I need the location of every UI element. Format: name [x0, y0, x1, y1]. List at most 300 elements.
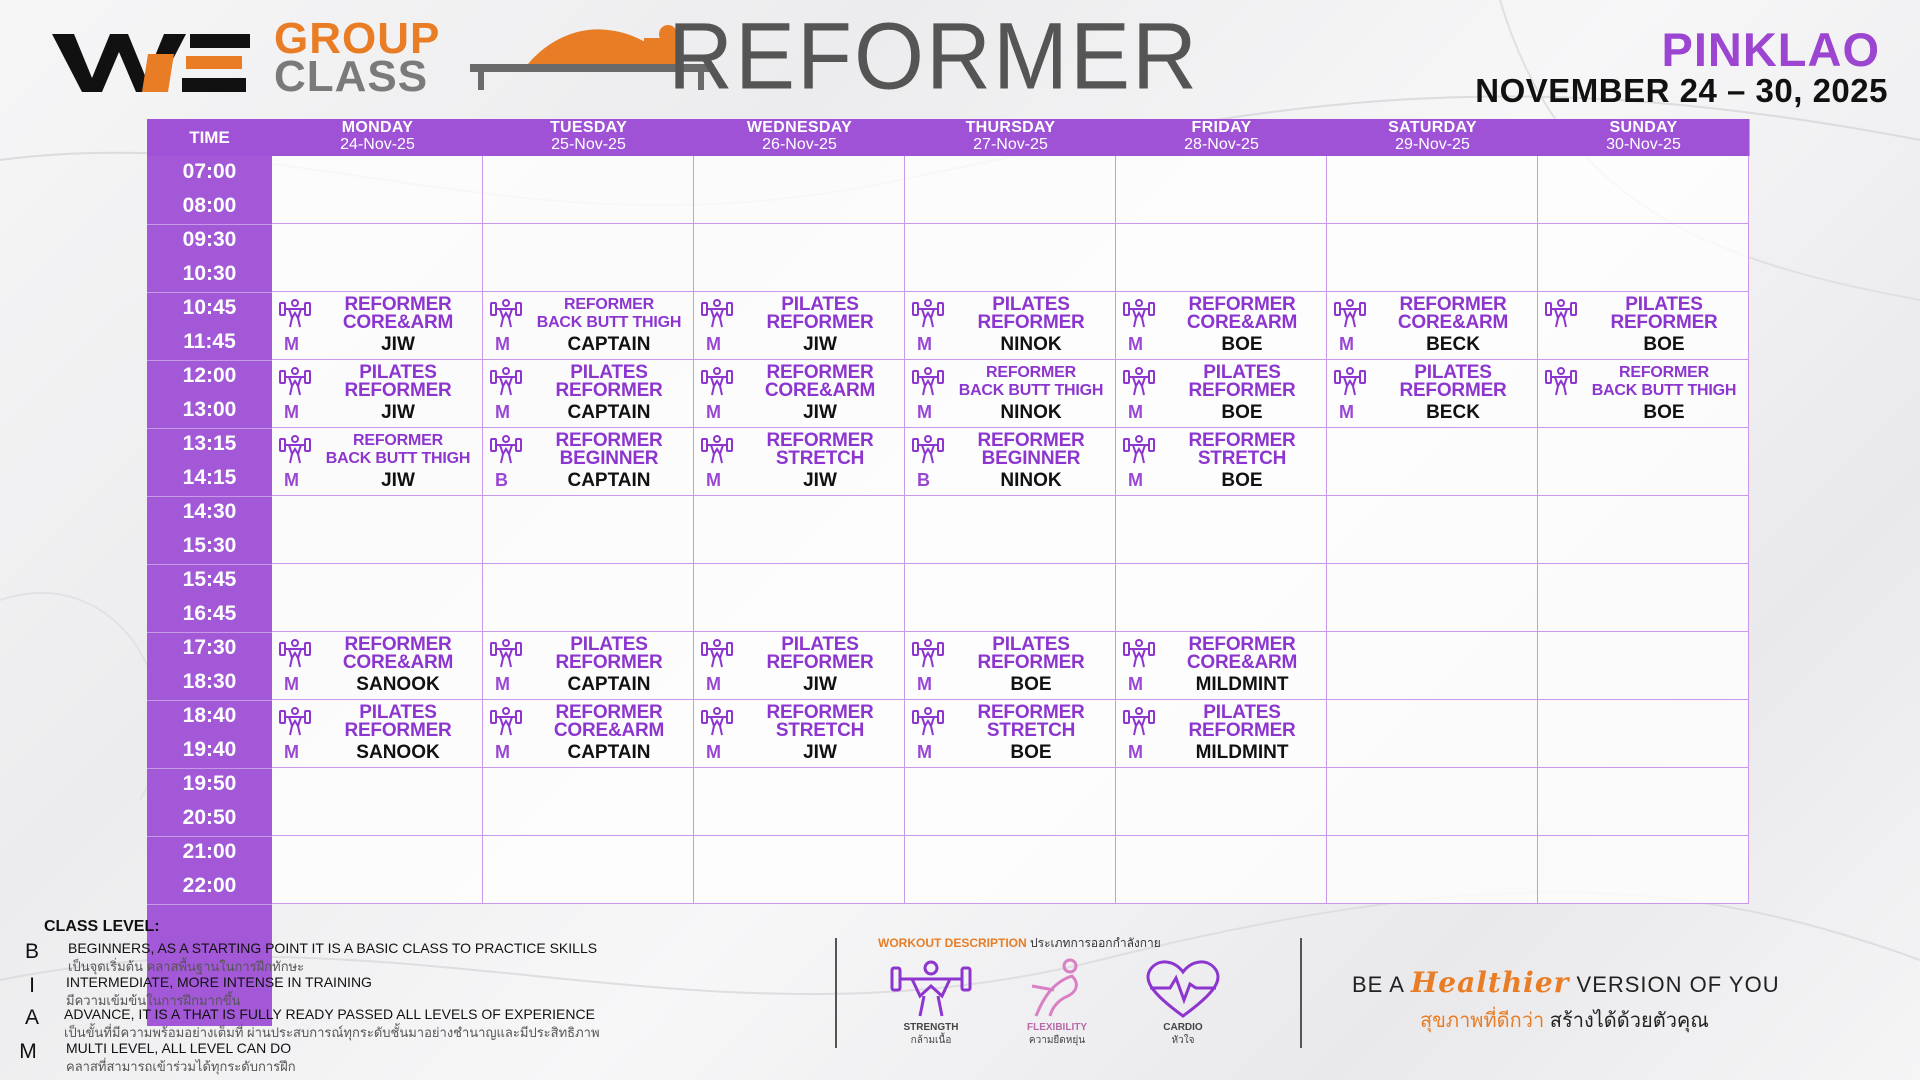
strength-icon: [912, 638, 944, 668]
level-th: มีความเข้มข้นในการฝึกมากขึ้น: [66, 993, 241, 1008]
schedule-cell: [272, 156, 483, 224]
schedule-cell: [905, 768, 1116, 836]
day-name: FRIDAY: [1191, 119, 1252, 136]
slogan-highlight: Healthier: [1410, 966, 1570, 999]
flexibility-label: FLEXIBILITY: [1027, 1022, 1087, 1033]
slot-start: 19:50: [182, 772, 237, 795]
schedule-cell: [1538, 428, 1749, 496]
cardio-item: [1138, 956, 1228, 1048]
coach-name: JIW: [803, 742, 837, 763]
class-level-badge: M: [284, 334, 299, 354]
slogan: [1352, 966, 1780, 999]
class-cell: [272, 428, 483, 496]
class-name-line2: CORE&ARM: [553, 720, 665, 741]
schedule-cell: [272, 224, 483, 292]
class-name-line2: STRETCH: [775, 448, 865, 469]
schedule-cell: [1538, 700, 1749, 768]
class-name-line1: REFORMER: [1188, 634, 1296, 655]
day-name: TUESDAY: [549, 119, 628, 136]
class-cell: [272, 360, 483, 428]
coach-name: SANOOK: [356, 742, 440, 763]
class-name-line2: CORE&ARM: [764, 380, 876, 401]
slot-end: 10:30: [182, 262, 237, 285]
class-name-line1: REFORMER: [766, 430, 874, 451]
coach-name: JIW: [381, 334, 415, 355]
schedule-cell: [1327, 700, 1538, 768]
strength-icon: [279, 638, 311, 668]
schedule-cell: [1327, 428, 1538, 496]
day-date: 27-Nov-25: [973, 136, 1048, 153]
branch-name: PINKLAO: [1661, 23, 1880, 76]
class-name-line2: STRETCH: [1197, 448, 1287, 469]
day-date: 25-Nov-25: [551, 136, 626, 153]
class-cell: [1538, 292, 1749, 360]
schedule-cell: [1116, 768, 1327, 836]
class-cell: [483, 428, 694, 496]
schedule-cell: [1327, 156, 1538, 224]
day-name: THURSDAY: [965, 119, 1056, 136]
class-name-line1: REFORMER: [977, 702, 1085, 723]
schedule-cell: [483, 156, 694, 224]
strength-icon: [912, 298, 944, 328]
class-level-badge: B: [917, 470, 930, 490]
time-slot: [147, 156, 272, 225]
schedule-cell: [905, 564, 1116, 632]
schedule-cell: [694, 564, 905, 632]
schedule-cell: [1116, 156, 1327, 224]
strength-icon: [490, 434, 522, 464]
day-date: 26-Nov-25: [762, 136, 837, 153]
strength-icon: [279, 434, 311, 464]
class-cell: [1116, 428, 1327, 496]
schedule-cell: [905, 836, 1116, 904]
day-header: [905, 119, 1117, 156]
schedule-cell: [694, 496, 905, 564]
class-level-badge: M: [917, 742, 932, 762]
coach-name: BECK: [1426, 402, 1480, 423]
day-date: 28-Nov-25: [1184, 136, 1259, 153]
coach-name: CAPTAIN: [567, 402, 651, 423]
strength-icon: [490, 366, 522, 396]
class-level-badge: M: [284, 470, 299, 490]
coach-name: NINOK: [1000, 470, 1062, 491]
class-level-badge: M: [706, 674, 721, 694]
class-name-line2: CORE&ARM: [1186, 312, 1298, 333]
group-word: GROUP: [274, 14, 441, 63]
slot-end: 15:30: [182, 534, 237, 557]
class-name-line2: BEGINNER: [559, 448, 659, 469]
strength-icon: [490, 298, 522, 328]
time-slot: [147, 496, 272, 565]
class-level-title: CLASS LEVEL:: [44, 918, 160, 935]
class-name-line2: CORE&ARM: [1397, 312, 1509, 333]
level-en: ADVANCE, IT IS A THAT IS FULLY READY PASSED ALL LEVELS OF EXPERIENCE: [64, 1006, 595, 1022]
class-name-line1: REFORMER: [986, 364, 1076, 381]
class-cell: [1116, 360, 1327, 428]
schedule-cell: [1327, 836, 1538, 904]
schedule-cell: [483, 836, 694, 904]
coach-name: JIW: [803, 334, 837, 355]
class-name-line2: REFORMER: [555, 652, 663, 673]
class-cell: [1116, 700, 1327, 768]
time-slot: [147, 360, 272, 429]
class-name-line1: PILATES: [1203, 362, 1281, 383]
level-key: A: [24, 1006, 39, 1029]
class-name-line2: REFORMER: [1399, 380, 1507, 401]
schedule-cell: [1116, 496, 1327, 564]
strength-icon: [1123, 706, 1155, 736]
class-name-line2: CORE&ARM: [342, 312, 454, 333]
schedule-cell: [1327, 224, 1538, 292]
class-word: CLASS: [274, 52, 429, 101]
day-name: MONDAY: [341, 119, 414, 136]
class-level-badge: M: [1339, 334, 1354, 354]
class-name-line1: PILATES: [570, 634, 648, 655]
class-cell: [1538, 360, 1749, 428]
schedule-cell: [1327, 496, 1538, 564]
flexibility-label-th: ความยืดหยุ่น: [1028, 1035, 1086, 1046]
strength-icon: [490, 638, 522, 668]
strength-icon: [1123, 638, 1155, 668]
class-name-line2: CORE&ARM: [1186, 652, 1298, 673]
strength-icon: [888, 956, 974, 1020]
strength-label-th: กล้ามเนื้อ: [910, 1035, 952, 1046]
workout-title-th: ประเภทการออกกำลังกาย: [1030, 936, 1161, 950]
schedule-cell: [905, 156, 1116, 224]
group-class-title: [274, 14, 441, 101]
date-range: NOVEMBER 24 – 30, 2025: [1475, 72, 1888, 109]
class-name-line1: PILATES: [1203, 702, 1281, 723]
class-name-line1: REFORMER: [555, 430, 663, 451]
coach-name: JIW: [381, 470, 415, 491]
strength-icon: [1123, 366, 1155, 396]
slot-end: 11:45: [183, 330, 236, 353]
day-header: [272, 119, 484, 156]
day-header: [483, 119, 695, 156]
class-name-line1: REFORMER: [1188, 430, 1296, 451]
class-cell: [272, 632, 483, 700]
day-date: 29-Nov-25: [1395, 136, 1470, 153]
schedule-cell: [1538, 224, 1749, 292]
schedule-cell: [272, 768, 483, 836]
class-level-badge: M: [495, 674, 510, 694]
schedule-cell: [1116, 564, 1327, 632]
class-cell: [905, 360, 1116, 428]
strength-icon: [1334, 298, 1366, 328]
schedule-cell: [1538, 156, 1749, 224]
class-level-badge: M: [917, 402, 932, 422]
class-cell: [905, 700, 1116, 768]
class-level-badge: B: [495, 470, 508, 490]
coach-name: JIW: [803, 470, 837, 491]
strength-icon: [279, 706, 311, 736]
schedule-cell: [1116, 224, 1327, 292]
schedule-cell: [1538, 768, 1749, 836]
level-en: BEGINNERS, AS A STARTING POINT IT IS A BASIC CLASS TO PRACTICE SKILLS: [68, 940, 598, 956]
schedule-cell: [272, 564, 483, 632]
coach-name: BOE: [1221, 402, 1263, 423]
coach-name: BOE: [1010, 674, 1052, 695]
slot-end: 14:15: [182, 466, 237, 489]
flexibility-icon: [1014, 956, 1100, 1020]
divider: [1300, 938, 1302, 1048]
schedule-cell: [1538, 564, 1749, 632]
day-header: [1327, 119, 1539, 156]
class-name-line2: BACK BUTT THIGH: [325, 450, 471, 467]
class-name-line2: REFORMER: [555, 380, 663, 401]
strength-icon: [1545, 298, 1577, 328]
level-en: INTERMEDIATE, MORE INTENSE IN TRAINING: [66, 974, 372, 990]
coach-name: CAPTAIN: [567, 334, 651, 355]
strength-icon: [1334, 366, 1366, 396]
class-name-line2: REFORMER: [1188, 720, 1296, 741]
class-cell: [694, 632, 905, 700]
slot-start: 21:00: [182, 840, 237, 863]
class-name-line1: REFORMER: [1399, 294, 1507, 315]
slot-start: 07:00: [182, 160, 237, 183]
class-cell: [905, 428, 1116, 496]
class-name-line2: REFORMER: [1188, 380, 1296, 401]
class-name-line2: REFORMER: [1610, 312, 1718, 333]
level-th: เป็นขั้นที่มีความพร้อมอย่างเต็มที่ ผ่านประสบการณ์ทุกระดับชั้นมาอย่างชำนาญและมีประสิทธิภาพ: [64, 1025, 600, 1040]
class-name-line2: STRETCH: [775, 720, 865, 741]
reformer-title: REFORMER: [668, 4, 1199, 110]
coach-name: NINOK: [1000, 334, 1062, 355]
schedule-cell: [483, 496, 694, 564]
thai-slogan: [1420, 1004, 1709, 1036]
class-name-line1: REFORMER: [766, 702, 874, 723]
class-name-line2: STRETCH: [986, 720, 1076, 741]
class-name-line2: REFORMER: [344, 380, 452, 401]
coach-name: BOE: [1643, 334, 1685, 355]
schedule-cell: [272, 496, 483, 564]
time-slot: [147, 836, 272, 905]
day-date: 24-Nov-25: [340, 136, 415, 153]
schedule-cell: [1327, 564, 1538, 632]
strength-icon: [1545, 366, 1577, 396]
schedule-cell: [483, 564, 694, 632]
we-logo: [52, 26, 252, 96]
strength-icon: [279, 366, 311, 396]
slot-start: 09:30: [182, 228, 237, 251]
class-name-line2: BEGINNER: [981, 448, 1081, 469]
class-name-line1: REFORMER: [564, 296, 654, 313]
day-name: WEDNESDAY: [746, 119, 853, 136]
class-level-badge: M: [706, 334, 721, 354]
day-date: 30-Nov-25: [1606, 136, 1681, 153]
coach-name: JIW: [381, 402, 415, 423]
time-column: [147, 156, 272, 1026]
class-name-line1: REFORMER: [344, 294, 452, 315]
time-slot: [147, 768, 272, 837]
schedule-cell: [694, 836, 905, 904]
class-level-badge: M: [1128, 470, 1143, 490]
schedule-cell: [1538, 496, 1749, 564]
coach-name: JIW: [803, 402, 837, 423]
coach-name: MILDMINT: [1195, 674, 1289, 695]
class-level-badge: M: [1128, 674, 1143, 694]
slot-start: 17:30: [182, 636, 237, 659]
strength-item: [886, 956, 976, 1048]
class-cell: [1116, 632, 1327, 700]
class-name-line2: BACK BUTT THIGH: [1591, 382, 1737, 399]
class-cell: [905, 632, 1116, 700]
schedule-cell: [905, 496, 1116, 564]
day-name: SUNDAY: [1609, 119, 1678, 136]
coach-name: BOE: [1010, 742, 1052, 763]
time-slot: [147, 292, 272, 361]
slot-end: 16:45: [182, 602, 237, 625]
slot-start: 13:15: [182, 432, 237, 455]
class-cell: [1327, 292, 1538, 360]
class-name-line1: REFORMER: [1188, 294, 1296, 315]
flexibility-item: [1012, 956, 1102, 1048]
class-cell: [483, 632, 694, 700]
slogan-pre: BE A: [1352, 972, 1404, 997]
class-cell: [1327, 360, 1538, 428]
time-slot: [147, 428, 272, 497]
time-header: TIME: [147, 119, 273, 156]
slot-end: 19:40: [182, 738, 237, 761]
coach-name: JIW: [803, 674, 837, 695]
class-name-line1: PILATES: [1414, 362, 1492, 383]
slot-end: 20:50: [182, 806, 237, 829]
class-name-line2: BACK BUTT THIGH: [536, 314, 682, 331]
class-cell: [483, 292, 694, 360]
level-en: MULTI LEVEL, ALL LEVEL CAN DO: [66, 1040, 292, 1056]
day-header: [1116, 119, 1328, 156]
time-slot: [147, 224, 272, 293]
slogan-post: VERSION OF YOU: [1576, 972, 1780, 997]
class-level-badge: M: [495, 402, 510, 422]
coach-name: SANOOK: [356, 674, 440, 695]
class-cell: [694, 700, 905, 768]
class-name-line2: REFORMER: [766, 652, 874, 673]
coach-name: CAPTAIN: [567, 742, 651, 763]
class-name-line2: REFORMER: [977, 312, 1085, 333]
coach-name: BOE: [1643, 402, 1685, 423]
slot-start: 12:00: [182, 364, 237, 387]
class-level-badge: M: [917, 674, 932, 694]
class-level-badge: M: [1128, 742, 1143, 762]
time-slot: [147, 700, 272, 769]
coach-name: BECK: [1426, 334, 1480, 355]
time-slot: [147, 564, 272, 633]
schedule-cell: [483, 768, 694, 836]
class-name-line2: REFORMER: [344, 720, 452, 741]
workout-title: [878, 934, 1161, 953]
class-level-badge: M: [1128, 334, 1143, 354]
strength-icon: [912, 434, 944, 464]
class-level-badge: M: [706, 470, 721, 490]
schedule-cell: [1116, 836, 1327, 904]
class-cell: [694, 360, 905, 428]
class-name-line1: REFORMER: [766, 362, 874, 383]
class-cell: [905, 292, 1116, 360]
class-name-line2: REFORMER: [977, 652, 1085, 673]
class-level-badge: M: [1339, 402, 1354, 422]
strength-icon: [279, 298, 311, 328]
schedule-cell: [483, 224, 694, 292]
divider: [835, 938, 837, 1048]
class-level-badge: M: [706, 402, 721, 422]
class-level-badge: M: [917, 334, 932, 354]
schedule-cell: [272, 836, 483, 904]
class-name-line1: PILATES: [359, 362, 437, 383]
slot-start: 15:45: [182, 568, 237, 591]
slot-end: 22:00: [182, 874, 237, 897]
class-level-badge: M: [495, 334, 510, 354]
class-name-line2: BACK BUTT THIGH: [958, 382, 1104, 399]
slot-end: 18:30: [182, 670, 237, 693]
schedule-cell: [694, 768, 905, 836]
time-slot: [147, 632, 272, 701]
class-name-line1: REFORMER: [977, 430, 1085, 451]
class-cell: [483, 700, 694, 768]
coach-name: BOE: [1221, 470, 1263, 491]
schedule-cell: [905, 224, 1116, 292]
class-name-line1: PILATES: [781, 294, 859, 315]
class-cell: [483, 360, 694, 428]
strength-icon: [701, 298, 733, 328]
coach-name: NINOK: [1000, 402, 1062, 423]
schedule-cell: [1538, 836, 1749, 904]
class-name-line1: PILATES: [781, 634, 859, 655]
class-level-badge: M: [284, 402, 299, 422]
strength-label: STRENGTH: [903, 1022, 959, 1033]
class-cell: [694, 292, 905, 360]
level-th: เป็นจุดเริ่มต้น คลาสพื้นฐานในการฝึกทักษะ: [68, 959, 305, 974]
class-name-line1: PILATES: [992, 294, 1070, 315]
strength-icon: [701, 366, 733, 396]
class-name-line2: CORE&ARM: [342, 652, 454, 673]
schedule-cell: [694, 156, 905, 224]
class-level-badge: M: [706, 742, 721, 762]
strength-icon: [1123, 434, 1155, 464]
class-name-line1: PILATES: [992, 634, 1070, 655]
coach-name: CAPTAIN: [567, 470, 651, 491]
class-name-line1: PILATES: [1625, 294, 1703, 315]
level-th: คลาสที่สามารถเข้าร่วมได้ทุกระดับการฝึก: [66, 1059, 296, 1074]
strength-icon: [912, 706, 944, 736]
strength-icon: [1123, 298, 1155, 328]
day-header: [694, 119, 906, 156]
slot-start: 10:45: [182, 296, 237, 319]
class-level-badge: M: [284, 674, 299, 694]
level-key: I: [29, 974, 35, 997]
schedule-cell: [694, 224, 905, 292]
cardio-label: CARDIO: [1163, 1022, 1203, 1033]
strength-icon: [701, 434, 733, 464]
class-cell: [272, 700, 483, 768]
class-level-badge: M: [1128, 402, 1143, 422]
day-header: [1538, 119, 1750, 156]
strength-icon: [701, 706, 733, 736]
class-cell: [1116, 292, 1327, 360]
level-key: B: [24, 940, 39, 963]
thai-slogan-highlight: สุขภาพที่ดีกว่า: [1420, 1010, 1545, 1032]
class-level-badge: M: [284, 742, 299, 762]
coach-name: BOE: [1221, 334, 1263, 355]
class-name-line1: REFORMER: [353, 432, 443, 449]
schedule-cell: [1327, 632, 1538, 700]
class-name-line1: REFORMER: [344, 634, 452, 655]
class-level-badge: M: [495, 742, 510, 762]
class-name-line2: REFORMER: [766, 312, 874, 333]
slot-start: 18:40: [182, 704, 237, 727]
slot-end: 13:00: [182, 398, 237, 421]
slot-start: 14:30: [182, 500, 237, 523]
